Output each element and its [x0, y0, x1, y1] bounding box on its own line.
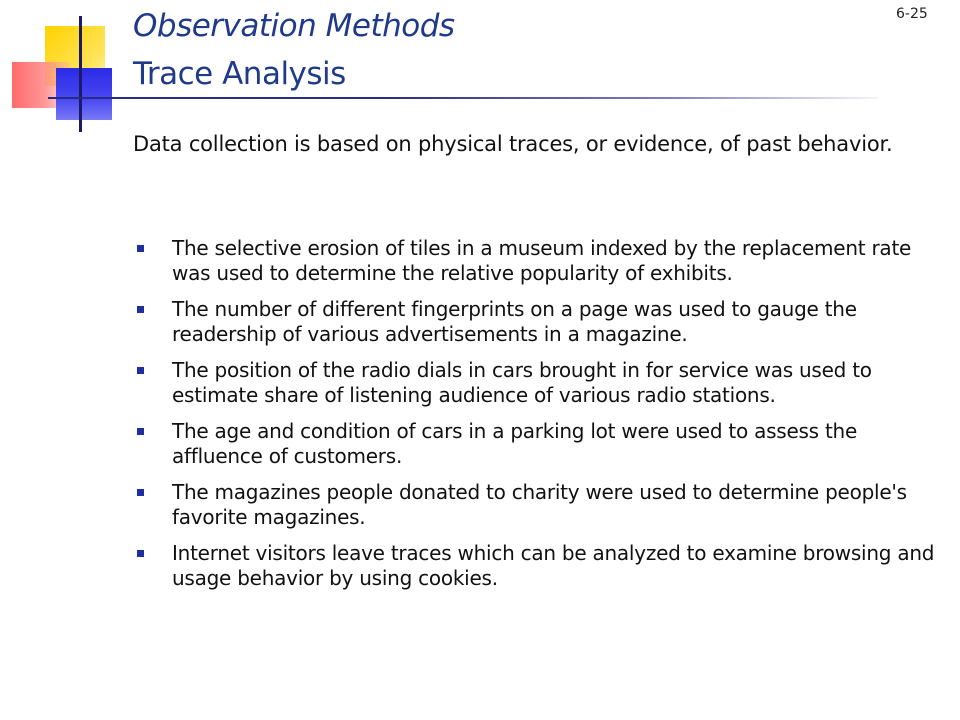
bullet-item — [135, 541, 935, 591]
bullet-text: The position of the radio dials in cars brought in for service was used to estimate share of listening audience of various radio stations. — [172, 358, 872, 407]
bullet-square-icon — [137, 367, 144, 374]
bullet-square-icon — [137, 245, 144, 252]
page-number: 6-25 — [896, 6, 928, 22]
logo-blue-square — [56, 68, 112, 120]
bullet-text: The number of different fingerprints on a page was used to gauge the readership of various advertisements in a magazine. — [172, 297, 857, 346]
bullet-square-icon — [137, 550, 144, 557]
slide-subtitle: Trace Analysis — [133, 56, 346, 92]
title-underline — [48, 97, 878, 99]
bullet-item — [135, 358, 935, 408]
bullet-item — [135, 297, 935, 347]
bullet-square-icon — [137, 489, 144, 496]
bullet-text: The magazines people donated to charity were used to determine people's favorite magazines. — [172, 480, 907, 529]
slide-title: Observation Methods — [133, 8, 455, 44]
bullet-square-icon — [137, 428, 144, 435]
bullet-text: Internet visitors leave traces which can be analyzed to examine browsing and usage behavior by using cookies. — [172, 541, 935, 590]
logo-vertical-line — [79, 16, 82, 132]
bullet-square-icon — [137, 306, 144, 313]
intro-text: Data collection is based on physical traces, or evidence, of past behavior. — [133, 132, 893, 156]
bullet-item — [135, 419, 935, 469]
bullet-item — [135, 236, 935, 286]
bullet-item — [135, 480, 935, 530]
bullet-list — [135, 236, 935, 602]
bullet-text: The selective erosion of tiles in a museum indexed by the replacement rate was used to determine the relative popularity of exhibits. — [172, 236, 912, 285]
bullet-text: The age and condition of cars in a parking lot were used to assess the affluence of customers. — [172, 419, 858, 468]
